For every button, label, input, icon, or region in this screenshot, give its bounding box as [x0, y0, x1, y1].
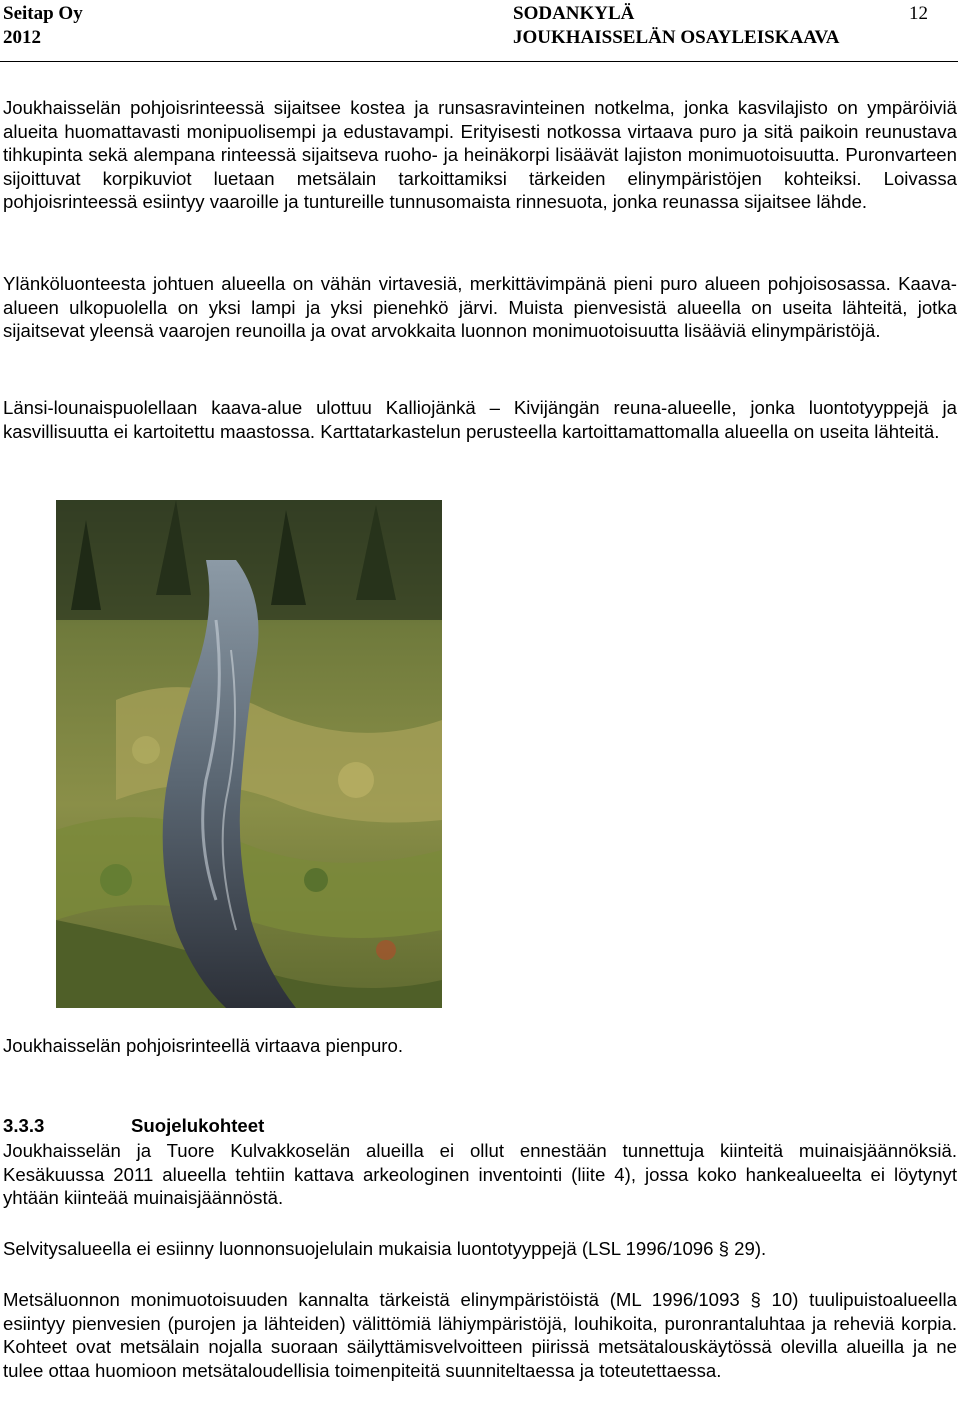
section-heading	[3, 1114, 264, 1138]
header-center	[513, 2, 839, 50]
paragraph-metsalaki: Metsäluonnon monimuotoisuuden kannalta tärkeistä elinympäristöistä (ML 1996/1093 § 10) tuulipuistoalueella esiintyy pienvesien (purojen ja lähteiden) välittömiä lähiympäristöjä, louhikoita, puronrantaluhtaa ja reheviä korpia. Kohteet ovat metsälain nojalla suoraan säilyttämisvelvoitteen piirissä metsätalouskäytössä olevilla alueilla ja ne tulee ottaa huomioon metsätaloudellisia toimenpiteitä suunniteltaessa ja toteutettaessa.	[3, 1289, 957, 1381]
header-rule	[0, 61, 958, 62]
figure-caption: Joukhaisselän pohjoisrinteellä virtaava pienpuro.	[3, 1035, 404, 1056]
header-plan-name: JOUKHAISSELÄN OSAYLEISKAAVA	[513, 27, 840, 48]
header-left	[3, 2, 83, 50]
paragraph-virtavedet: Ylänköluonteesta johtuen alueella on vähän virtavesiä, merkittävimpänä pieni puro alueen pohjoisosassa. Kaava-alueen ulkopuolella on yksi lampi ja yksi pienehkö järvi. Muista pienvesistä alueella on useita lähteitä, jotka sijaitsevat yleensä vaarojen reunoilla ja ovat arvokkaita luonnon monimuotoisuutta lisääviä elinympäristöjä.	[3, 273, 957, 342]
section-title: Suojelukohteet	[131, 1115, 265, 1136]
header-municipality: SODANKYLÄ	[513, 3, 635, 24]
stream-photo	[56, 500, 442, 1008]
paragraph-muinaisjaannokset: Joukhaisselän ja Tuore Kulvakkoselän alueilla ei ollut ennestään tunnettuja kiinteitä muinaisjäännöksiä. Kesäkuussa 2011 alueella tehtiin kattava arkeologinen inventointi (liite 4), jossa koko hankealueelta ei löytynyt yhtään kiinteää muinaisjäännöstä.	[3, 1140, 957, 1209]
paragraph-kalliojanka: Länsi-lounaispuolellaan kaava-alue ulottuu Kalliojänkä – Kivijängän reuna-alueelle, jonka luontotyyppejä ja kasvillisuutta ei kartoitettu maastossa. Karttatarkastelun perusteella kartoittamattomalla alueella on useita lähteitä.	[3, 397, 957, 442]
page-header	[0, 2, 960, 54]
header-company: Seitap Oy	[3, 3, 83, 24]
paragraph-luonnonsuojelulaki: Selvitysalueella ei esiinny luonnonsuojelulain mukaisia luontotyyppejä (LSL 1996/1096 § 29).	[3, 1238, 767, 1259]
section-number: 3.3.3	[3, 1115, 45, 1136]
header-year: 2012	[3, 27, 41, 48]
page-number: 12	[909, 3, 928, 24]
paragraph-notkelma: Joukhaisselän pohjoisrinteessä sijaitsee kostea ja runsasravinteinen notkelma, jonka kasvilajisto on ympäröiviä alueita huomattavasti monipuolisempi ja edustavampi. Erityisesti notkossa virtaava puro ja sitä paikoin reunustava tihkupinta sekä alempana rinteessä sijaitseva ruoho- ja heinäkorpi lisäävät lajiston monimuotoisuutta. Puronvarteen sijoittuvat korpikuviot luetaan metsälain tarkoittamiksi tärkeiden elinympäristöjen kohteiksi. Loivassa pohjoisrinteessä esiintyy vaaroille ja tuntureille tunnusomaista rinnesuota, jonka reunassa sijaitsee lähde.	[3, 97, 957, 213]
